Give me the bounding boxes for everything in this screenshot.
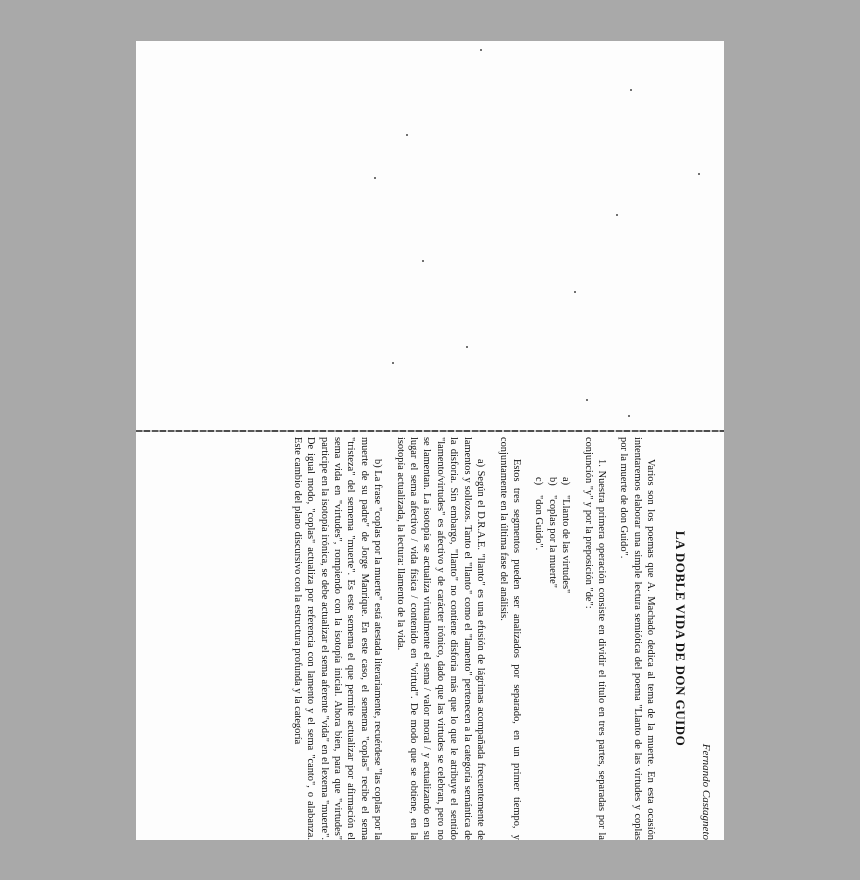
scan-speck: [466, 346, 468, 348]
scan-speck: [574, 291, 576, 293]
title-parts-list: [532, 437, 572, 840]
rotated-article: [152, 437, 712, 840]
paragraph-title-division: 1. Nuestra primera operación consiste en dividir el título en tres partes, separadas por la conjunción "y" y por la preposición "de":: [582, 437, 607, 840]
scan-speck: [422, 260, 424, 262]
scan-speck: [374, 177, 376, 179]
paragraph-intro: Varios son los poemas que A. Machado dedica al tema de la muerte. En esta ocasión intentaremos elaborar una simple lectura semiótica del poema "Llanto de las virtudes y coplas por la muerte de don Guido".: [618, 437, 657, 840]
document-page: [136, 41, 724, 840]
list-item: b)"coplas por la muerte": [546, 477, 558, 589]
page-fold-line: [136, 430, 724, 432]
list-item: c)"don Guido".: [533, 477, 545, 551]
list-item: a)"Llanto de las virtudes": [560, 477, 572, 594]
scan-speck: [480, 49, 482, 51]
author-name: Fernando Castagneto: [700, 743, 712, 840]
text-area: [136, 437, 724, 840]
section-b: b) La frase "coplas por la muerte" está atestada literariamente, recuérdese "las coplas por la muerte de su padre" de Jorge Manrique. En este caso, el semema "coplas" recibe el sema "tristeza" del semema "muerte". Es este semema el que permite actualizar por afirmación el sema vida en "virtudes", rompiendo con la isotopía inicial. Ahora bien, para que "virtudes" participe en la isotopía irónica, se debe actualizar el sema aferente "vida" en el lexema "muerte". De igual modo, "coplas" actualiza por referencia con lamento y el sema "canto", o alabanza. Este cambio del plano discursivo con la estructura profunda y la categoría: [291, 437, 384, 840]
scan-speck: [586, 399, 588, 401]
paragraph-analysis: Estos tres segmentos pueden ser analizados por separado, en un primer tiempo, y conjuntamente en la última fase del análisis.: [497, 437, 522, 840]
scan-speck: [406, 134, 408, 136]
scan-speck: [630, 89, 632, 91]
scan-speck: [616, 214, 618, 216]
scan-speck: [698, 173, 700, 175]
scan-speck: [392, 362, 394, 364]
article-title: LA DOBLE VIDA DE DON GUIDO: [672, 530, 688, 747]
section-a: a) Según el D.R.A.E. "llanto" es una efusión de lágrimas acompañada frecuentemente de lamentos y sollozos. Tanto el "llanto" como el "lamento" pertenecen a la categoría semántica de la disforia. Sin embargo, "llanto" no contiene disforia más que lo que le atribuye el sentido "lamento/virtudes" es afectivo y de carácter irónico, dado que las virtudes se celebran, pero no se lamentan. La isotopía se actualiza virtualmente el sema / valor moral / y actualizando en su lugar el sema afectivo / vida física / contenido en "virtud". De modo que se obtiene, en la isotopía actualizada, la lectura: llamento de la vida.: [394, 437, 487, 840]
scan-speck: [628, 415, 630, 417]
